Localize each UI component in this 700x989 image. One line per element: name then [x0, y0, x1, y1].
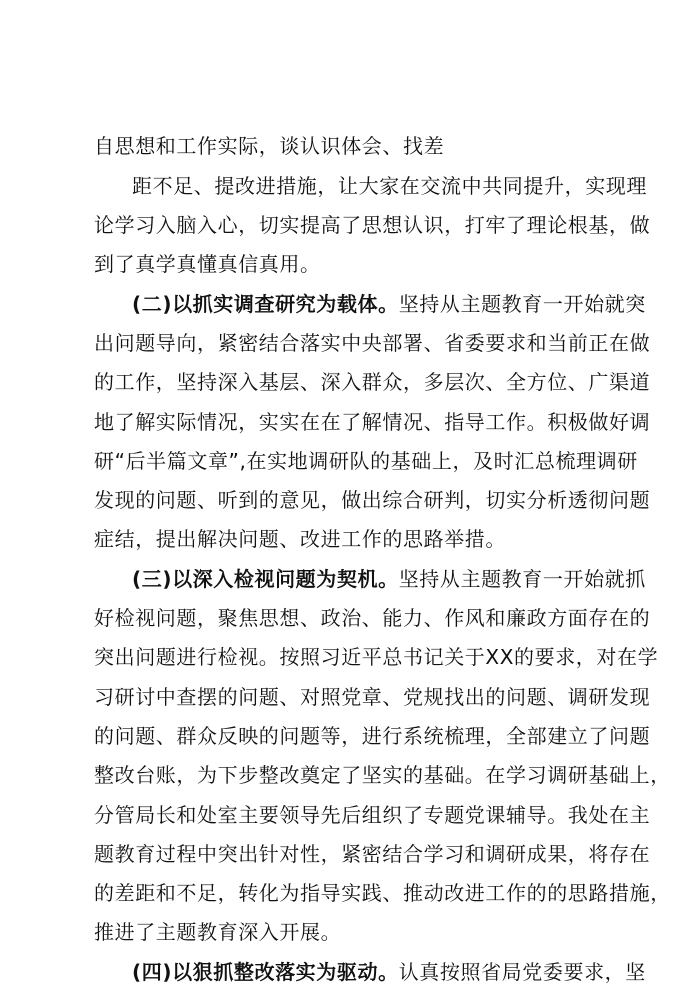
- body-line: 研“后半篇文章”,在实地调研队的基础上，及时汇总梳理调研: [94, 449, 638, 473]
- section-heading: (二)以抓实调查研究为载体。: [132, 292, 399, 316]
- body-line: 症结，提出解决问题、改进工作的思路举措。: [94, 527, 506, 551]
- body-line: 分管局长和处室主要领导先后组织了专题党课辅导。我处在主: [94, 803, 651, 827]
- paragraph-line: [132, 567, 646, 591]
- body-line: 出问题导向，紧密结合落实中央部署、省委要求和当前正在做: [94, 331, 651, 355]
- body-line: 整改台账，为下步整改奠定了坚实的基础。在学习调研基础上，: [94, 763, 671, 787]
- body-line: 习研讨中查摆的问题、对照党章、党规找出的问题、调研发现: [94, 685, 651, 709]
- paragraph-line: [132, 960, 646, 984]
- body-line: 论学习入脑入心，切实提高了思想认识，打牢了理论根基，做: [94, 213, 651, 237]
- section-heading: (三)以深入检视问题为契机。: [132, 567, 399, 591]
- body-line: 的工作，坚持深入基层、深入群众，多层次、全方位、广渠道: [94, 370, 651, 394]
- body-line: 自思想和工作实际，谈认识体会、找差: [94, 134, 445, 158]
- body-line: 距不足、提改进措施，让大家在交流中共同提升，实现理: [132, 174, 647, 198]
- body-line: 发现的问题、听到的意见，做出综合研判，切实分析透彻问题: [94, 488, 651, 512]
- body-text: 认真按照省局党委要求，坚: [398, 960, 646, 984]
- section-heading: (四)以狠抓整改落实为驱动。: [132, 960, 399, 984]
- body-text: 坚持从主题教育一开始就抓: [398, 567, 646, 591]
- body-line: 推进了主题教育深入开展。: [94, 920, 342, 944]
- body-line: 到了真学真懂真信真用。: [94, 252, 321, 276]
- body-line: 地了解实际情况，实实在在了解情况、指导工作。积极做好调: [94, 410, 651, 434]
- body-line: 的差距和不足，转化为指导实践、推动改进工作的的思路措施，: [94, 881, 671, 905]
- body-line: 好检视问题，聚焦思想、政治、能力、作风和廉政方面存在的: [94, 606, 651, 630]
- body-line: 的问题、群众反映的问题等，进行系统梳理，全部建立了问题: [94, 724, 651, 748]
- paragraph-line: [132, 292, 646, 316]
- body-line: 题教育过程中突出针对性，紧密结合学习和调研成果，将存在: [94, 842, 651, 866]
- body-text: 坚持从主题教育一开始就突: [398, 292, 646, 316]
- body-line: 突出问题进行检视。按照习近平总书记关于XX的要求，对在学: [94, 645, 659, 669]
